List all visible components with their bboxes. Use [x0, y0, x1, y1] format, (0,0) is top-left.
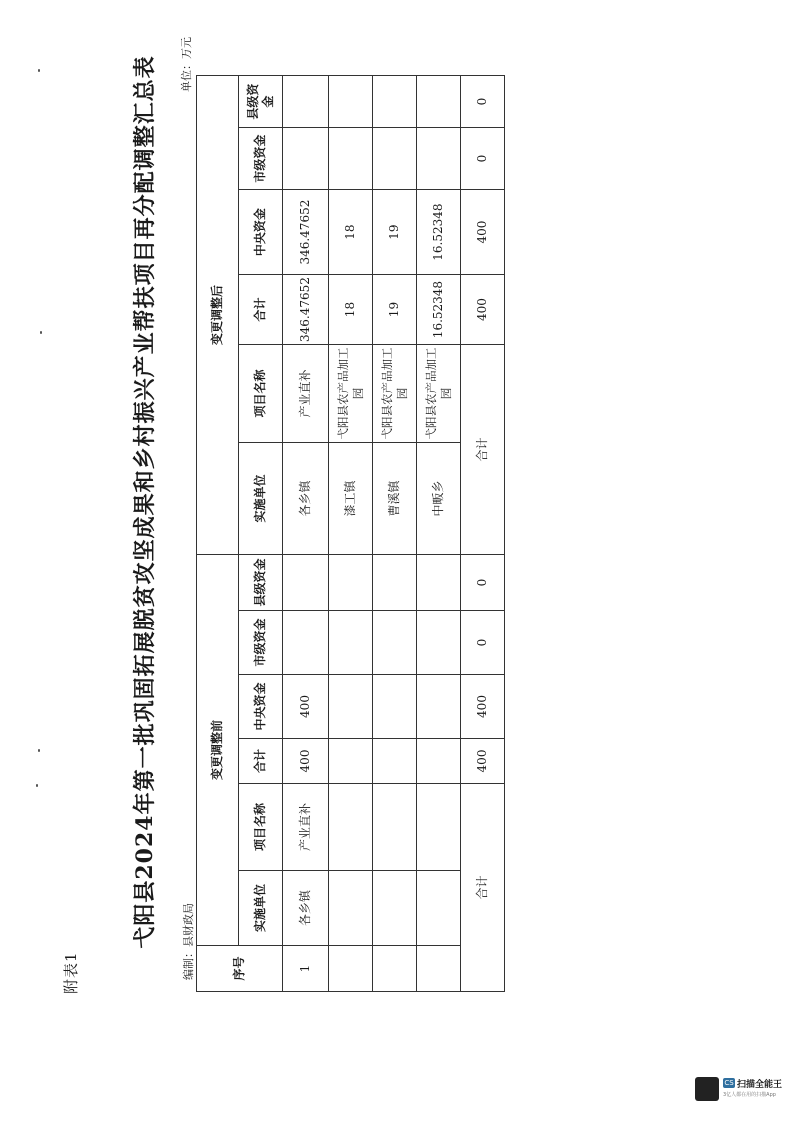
before-unit-cell [329, 871, 373, 946]
header-row-columns [239, 76, 283, 992]
scan-speck [40, 331, 42, 334]
seq-cell [417, 946, 461, 992]
after-city-cell [329, 128, 373, 190]
after-city-cell [283, 128, 329, 190]
after-total-header: 合计 [239, 275, 283, 345]
before-city-cell [283, 611, 329, 675]
after-totals-label: 合计 [461, 345, 505, 555]
before-project-cell [329, 784, 373, 871]
before-central-cell [417, 675, 461, 739]
seq-cell: 1 [283, 946, 329, 992]
table-row [373, 76, 417, 992]
before-county-cell [417, 555, 461, 611]
before-project-cell: 产业直补 [283, 784, 329, 871]
seq-cell [329, 946, 373, 992]
after-unit-cell: 中畈乡 [417, 443, 461, 555]
after-project-cell: 弋阳县农产品加工园 [417, 345, 461, 443]
before-central-sum: 400 [461, 675, 505, 739]
camscanner-logo-icon: CS [724, 1079, 734, 1087]
after-total-cell: 18 [329, 275, 373, 345]
after-unit-cell: 曹溪镇 [373, 443, 417, 555]
after-county-cell [283, 76, 329, 128]
before-city-cell [373, 611, 417, 675]
after-county-cell [329, 76, 373, 128]
before-county-cell [373, 555, 417, 611]
after-county-header: 县级资金 [239, 76, 283, 128]
scanner-watermark [695, 1075, 791, 1109]
before-city-cell [329, 611, 373, 675]
before-city-header: 市级资金 [239, 611, 283, 675]
before-county-cell [283, 555, 329, 611]
after-central-sum: 400 [461, 190, 505, 275]
scan-speck [38, 69, 40, 72]
before-unit-header: 实施单位 [239, 871, 283, 946]
scan-speck [38, 749, 40, 752]
after-central-cell: 18 [329, 190, 373, 275]
before-total-cell [373, 739, 417, 784]
before-central-cell: 400 [283, 675, 329, 739]
before-total-sum: 400 [461, 739, 505, 784]
before-unit-cell: 各乡镇 [283, 871, 329, 946]
after-project-cell: 弋阳县农产品加工园 [373, 345, 417, 443]
before-project-cell [373, 784, 417, 871]
after-county-sum: 0 [461, 76, 505, 128]
before-county-sum: 0 [461, 555, 505, 611]
before-group-header: 变更调整前 [197, 555, 239, 946]
before-project-cell [417, 784, 461, 871]
before-county-header: 县级资金 [239, 555, 283, 611]
after-city-cell [373, 128, 417, 190]
seq-header: 序号 [197, 946, 283, 992]
header-row-group [197, 76, 239, 992]
after-total-cell: 19 [373, 275, 417, 345]
qr-code-icon [695, 1077, 719, 1101]
before-county-cell [329, 555, 373, 611]
before-total-cell [329, 739, 373, 784]
after-project-header: 项目名称 [239, 345, 283, 443]
after-total-cell: 16.52348 [417, 275, 461, 345]
before-central-cell [329, 675, 373, 739]
before-central-header: 中央资金 [239, 675, 283, 739]
document-title: 弋阳县2024年第一批巩固拓展脱贫攻坚成果和乡村振兴产业帮扶项目再分配调整汇总表 [132, 55, 158, 949]
before-total-header: 合计 [239, 739, 283, 784]
seq-cell [373, 946, 417, 992]
scanner-name: 扫描全能王 [737, 1080, 783, 1090]
after-project-cell: 产业直补 [283, 345, 329, 443]
after-central-cell: 19 [373, 190, 417, 275]
before-central-cell [373, 675, 417, 739]
before-total-cell: 400 [283, 739, 329, 784]
after-unit-cell: 各乡镇 [283, 443, 329, 555]
after-total-sum: 400 [461, 275, 505, 345]
before-city-sum: 0 [461, 611, 505, 675]
after-group-header: 变更调整后 [197, 76, 239, 555]
after-city-cell [417, 128, 461, 190]
after-county-cell [417, 76, 461, 128]
before-project-header: 项目名称 [239, 784, 283, 871]
scan-speck [36, 784, 38, 787]
before-unit-cell [373, 871, 417, 946]
after-unit-header: 实施单位 [239, 443, 283, 555]
before-total-cell [417, 739, 461, 784]
after-central-cell: 346.47652 [283, 190, 329, 275]
before-unit-cell [417, 871, 461, 946]
table-row [329, 76, 373, 992]
totals-row [461, 76, 505, 992]
after-city-header: 市级资金 [239, 128, 283, 190]
editor-label: 编制：县财政局 [182, 903, 195, 980]
before-totals-label: 合计 [461, 784, 505, 992]
after-central-cell: 16.52348 [417, 190, 461, 275]
unit-label: 单位：万元 [180, 37, 193, 92]
summary-table [196, 75, 505, 992]
scanner-subtitle: 3亿人都在用的扫描App [723, 1092, 776, 1098]
table-row [417, 76, 461, 992]
after-unit-cell: 漆工镇 [329, 443, 373, 555]
table-row [283, 76, 329, 992]
after-project-cell: 弋阳县农产品加工园 [329, 345, 373, 443]
after-total-cell: 346.47652 [283, 275, 329, 345]
after-central-header: 中央资金 [239, 190, 283, 275]
after-city-sum: 0 [461, 128, 505, 190]
attachment-label: 附表1 [62, 951, 80, 994]
after-county-cell [373, 76, 417, 128]
before-city-cell [417, 611, 461, 675]
